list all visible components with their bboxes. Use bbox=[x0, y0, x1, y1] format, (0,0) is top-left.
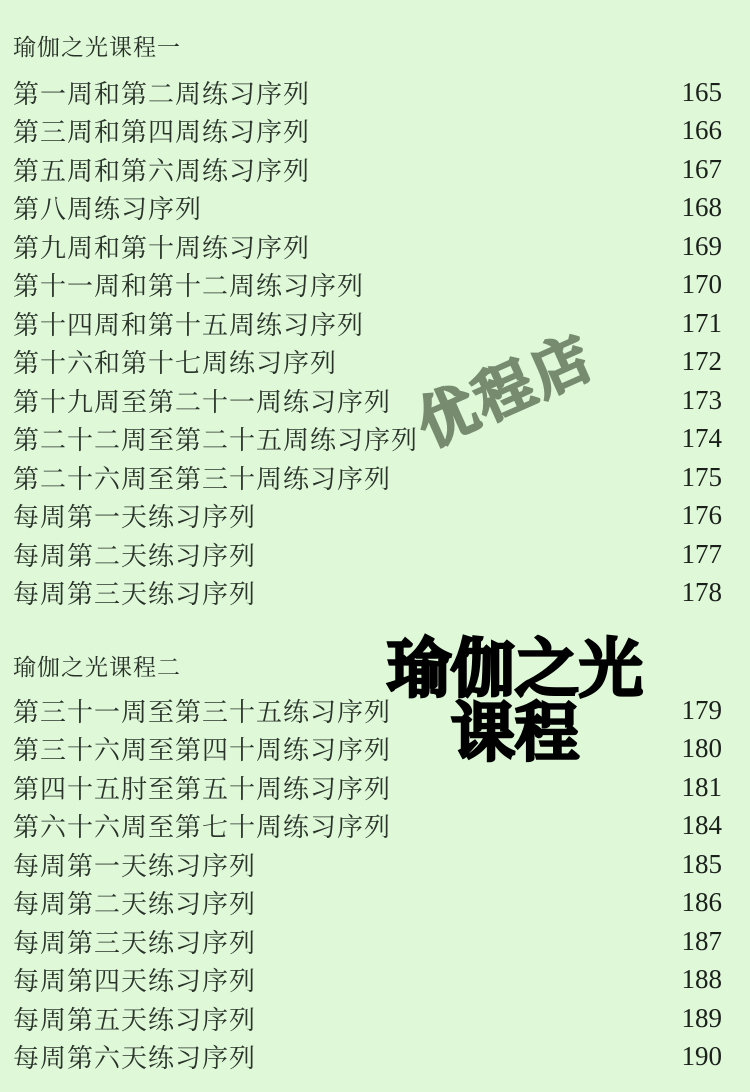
toc-entry-title: 第六十六周至第七十周练习序列 bbox=[13, 813, 392, 843]
toc-entry-title: 第十一周和第十二周练习序列 bbox=[13, 272, 365, 302]
toc-entry-page: 180 bbox=[681, 733, 722, 764]
toc-entry-title: 第三十一周至第三十五练习序列 bbox=[13, 697, 392, 727]
section1-header: 瑜伽之光课程一 bbox=[13, 35, 181, 60]
toc-entry-page: 172 bbox=[681, 346, 722, 377]
table-row bbox=[0, 884, 750, 923]
toc-entry-page: 181 bbox=[681, 771, 722, 802]
toc-entry-title: 第二十二周至第二十五周练习序列 bbox=[13, 426, 419, 456]
toc-entry-page: 173 bbox=[681, 384, 722, 415]
toc-entry-title: 第四十五肘至第五十周练习序列 bbox=[13, 774, 392, 804]
overlay-title-line2: 课程 bbox=[451, 697, 579, 771]
toc-entry-page: 167 bbox=[681, 153, 722, 184]
toc-entry-title: 每周第一天练习序列 bbox=[13, 851, 257, 881]
toc-entry-page: 186 bbox=[681, 887, 722, 918]
table-row bbox=[0, 574, 750, 613]
table-row bbox=[0, 304, 750, 343]
toc-entry-page: 178 bbox=[681, 577, 722, 608]
table-row bbox=[0, 999, 750, 1038]
toc-entry-page: 188 bbox=[681, 964, 722, 995]
store-watermark: 优程店 bbox=[407, 321, 605, 460]
toc-entry-page: 187 bbox=[681, 925, 722, 956]
toc-entry-title: 每周第三天练习序列 bbox=[13, 928, 257, 958]
toc-entry-page: 176 bbox=[681, 500, 722, 531]
toc-entry-page: 171 bbox=[681, 307, 722, 338]
table-row bbox=[0, 458, 750, 497]
table-row bbox=[0, 922, 750, 961]
toc-entry-page: 170 bbox=[681, 269, 722, 300]
toc-entry-page: 169 bbox=[681, 230, 722, 261]
table-row bbox=[0, 961, 750, 1000]
section2-rows bbox=[0, 691, 750, 1076]
toc-entry-page: 166 bbox=[681, 115, 722, 146]
toc-entry-title: 第九周和第十周练习序列 bbox=[13, 233, 311, 263]
table-row bbox=[0, 691, 750, 730]
table-row bbox=[0, 381, 750, 420]
toc-entry-title: 每周第二天练习序列 bbox=[13, 541, 257, 571]
table-row bbox=[0, 189, 750, 228]
table-row bbox=[0, 535, 750, 574]
toc-entry-page: 165 bbox=[681, 76, 722, 107]
toc-entry-page: 189 bbox=[681, 1002, 722, 1033]
table-row bbox=[0, 73, 750, 112]
table-row bbox=[0, 730, 750, 769]
toc-entry-title: 每周第一天练习序列 bbox=[13, 503, 257, 533]
table-row bbox=[0, 845, 750, 884]
overlay-title-line1: 瑜伽之光 bbox=[387, 633, 643, 707]
table-row bbox=[0, 266, 750, 305]
toc-entry-page: 184 bbox=[681, 810, 722, 841]
table-row bbox=[0, 497, 750, 536]
toc-entry-title: 每周第六天练习序列 bbox=[13, 1044, 257, 1074]
table-row bbox=[0, 768, 750, 807]
toc-entry-page: 174 bbox=[681, 423, 722, 454]
table-row bbox=[0, 420, 750, 459]
toc-entry-page: 179 bbox=[681, 694, 722, 725]
toc-entry-title: 第三十六周至第四十周练习序列 bbox=[13, 736, 392, 766]
toc-entry-page: 177 bbox=[681, 538, 722, 569]
toc-entry-title: 每周第二天练习序列 bbox=[13, 890, 257, 920]
toc-entry-page: 185 bbox=[681, 848, 722, 879]
toc-entry-title: 第一周和第二周练习序列 bbox=[13, 79, 311, 109]
toc-entry-title: 第十四周和第十五周练习序列 bbox=[13, 310, 365, 340]
toc-entry-title: 每周第四天练习序列 bbox=[13, 967, 257, 997]
toc-entry-page: 190 bbox=[681, 1041, 722, 1072]
toc-entry-title: 第二十六周至第三十周练习序列 bbox=[13, 464, 392, 494]
table-row bbox=[0, 1038, 750, 1077]
toc-entry-title: 第五周和第六周练习序列 bbox=[13, 156, 311, 186]
section2-header: 瑜伽之光课程二 bbox=[13, 655, 181, 680]
table-row bbox=[0, 807, 750, 846]
table-row bbox=[0, 112, 750, 151]
toc-entry-page: 168 bbox=[681, 192, 722, 223]
toc-entry-title: 第十九周至第二十一周练习序列 bbox=[13, 387, 392, 417]
toc-entry-title: 第十六和第十七周练习序列 bbox=[13, 349, 338, 379]
toc-entry-page: 175 bbox=[681, 461, 722, 492]
section1-rows bbox=[0, 73, 750, 612]
toc-entry-title: 每周第三天练习序列 bbox=[13, 580, 257, 610]
toc-entry-title: 第三周和第四周练习序列 bbox=[13, 118, 311, 148]
toc-entry-title: 每周第五天练习序列 bbox=[13, 1005, 257, 1035]
toc-entry-title: 第八周练习序列 bbox=[13, 195, 203, 225]
table-row bbox=[0, 343, 750, 382]
table-row bbox=[0, 150, 750, 189]
table-row bbox=[0, 227, 750, 266]
